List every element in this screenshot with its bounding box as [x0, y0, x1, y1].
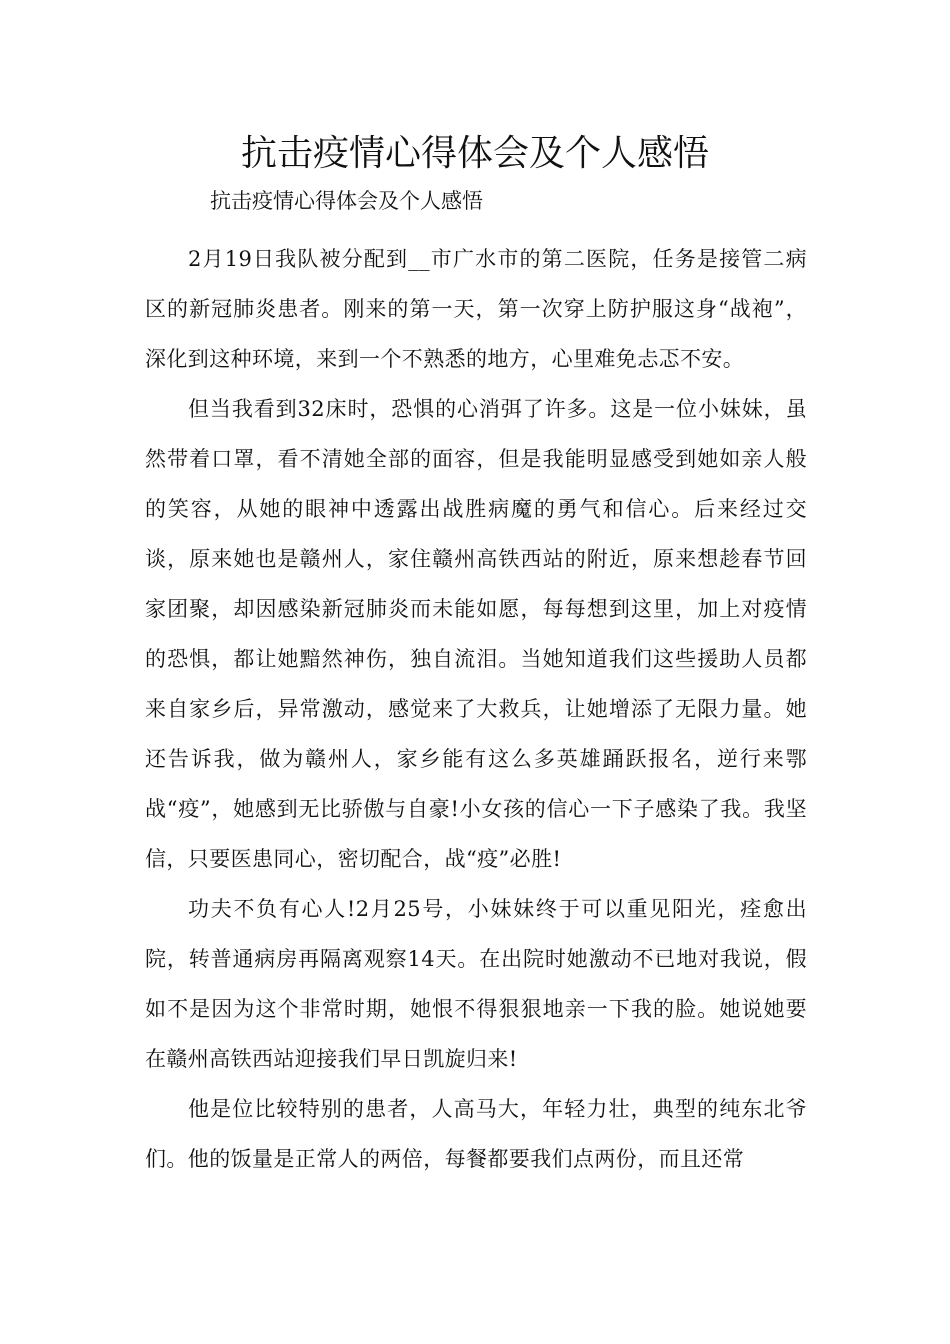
- paragraph: 功夫不负有心人!2月25号，小妹妹终于可以重见阳光，痊愈出院，转普通病房再隔离观察14天。在出院时她激动不已地对我说，假如不是因为这个非常时期，她恨不得狠狠地亲一下我的脸。她说她要在赣州高铁西站迎接我们早日凯旋归来!: [145, 897, 807, 1071]
- paragraph: 他是位比较特别的患者，人高马大，年轻力壮，典型的纯东北爷们。他的饭量是正常人的两倍，每餐都要我们点两份，而且还常: [145, 1097, 807, 1171]
- paragraph: 但当我看到32床时，恐惧的心消弭了许多。这是一位小妹妹，虽然带着口罩，看不清她全部的面容，但是我能明显感受到她如亲人般的笑容，从她的眼神中透露出战胜病魔的勇气和信心。后来经过交谈，原来她也是赣州人，家住赣州高铁西站的附近，原来想趁春节回家团聚，却因感染新冠肺炎而未能如愿，每每想到这里，加上对疫情的恐惧，都让她黯然神伤，独自流泪。当她知道我们这些援助人员都来自家乡后，异常激动，感觉来了大救兵，让她增添了无限力量。她还告诉我，做为赣州人，家乡能有这么多英雄踊跃报名，逆行来鄂战“疫”，她感到无比骄傲与自豪!小女孩的信心一下子感染了我。我坚信，只要医患同心，密切配合，战“疫”必胜!: [145, 397, 807, 871]
- document-subtitle: 抗击疫情心得体会及个人感悟: [210, 189, 483, 213]
- paragraph: 2月19日我队被分配到__市广水市的第二医院，任务是接管二病区的新冠肺炎患者。刚来的第一天，第一次穿上防护服这身“战袍”，深化到这种环境，来到一个不熟悉的地方，心里难免忐忑不安。: [145, 247, 807, 371]
- document-body: [145, 234, 807, 1184]
- document-title: 抗击疫情心得体会及个人感悟: [240, 133, 709, 174]
